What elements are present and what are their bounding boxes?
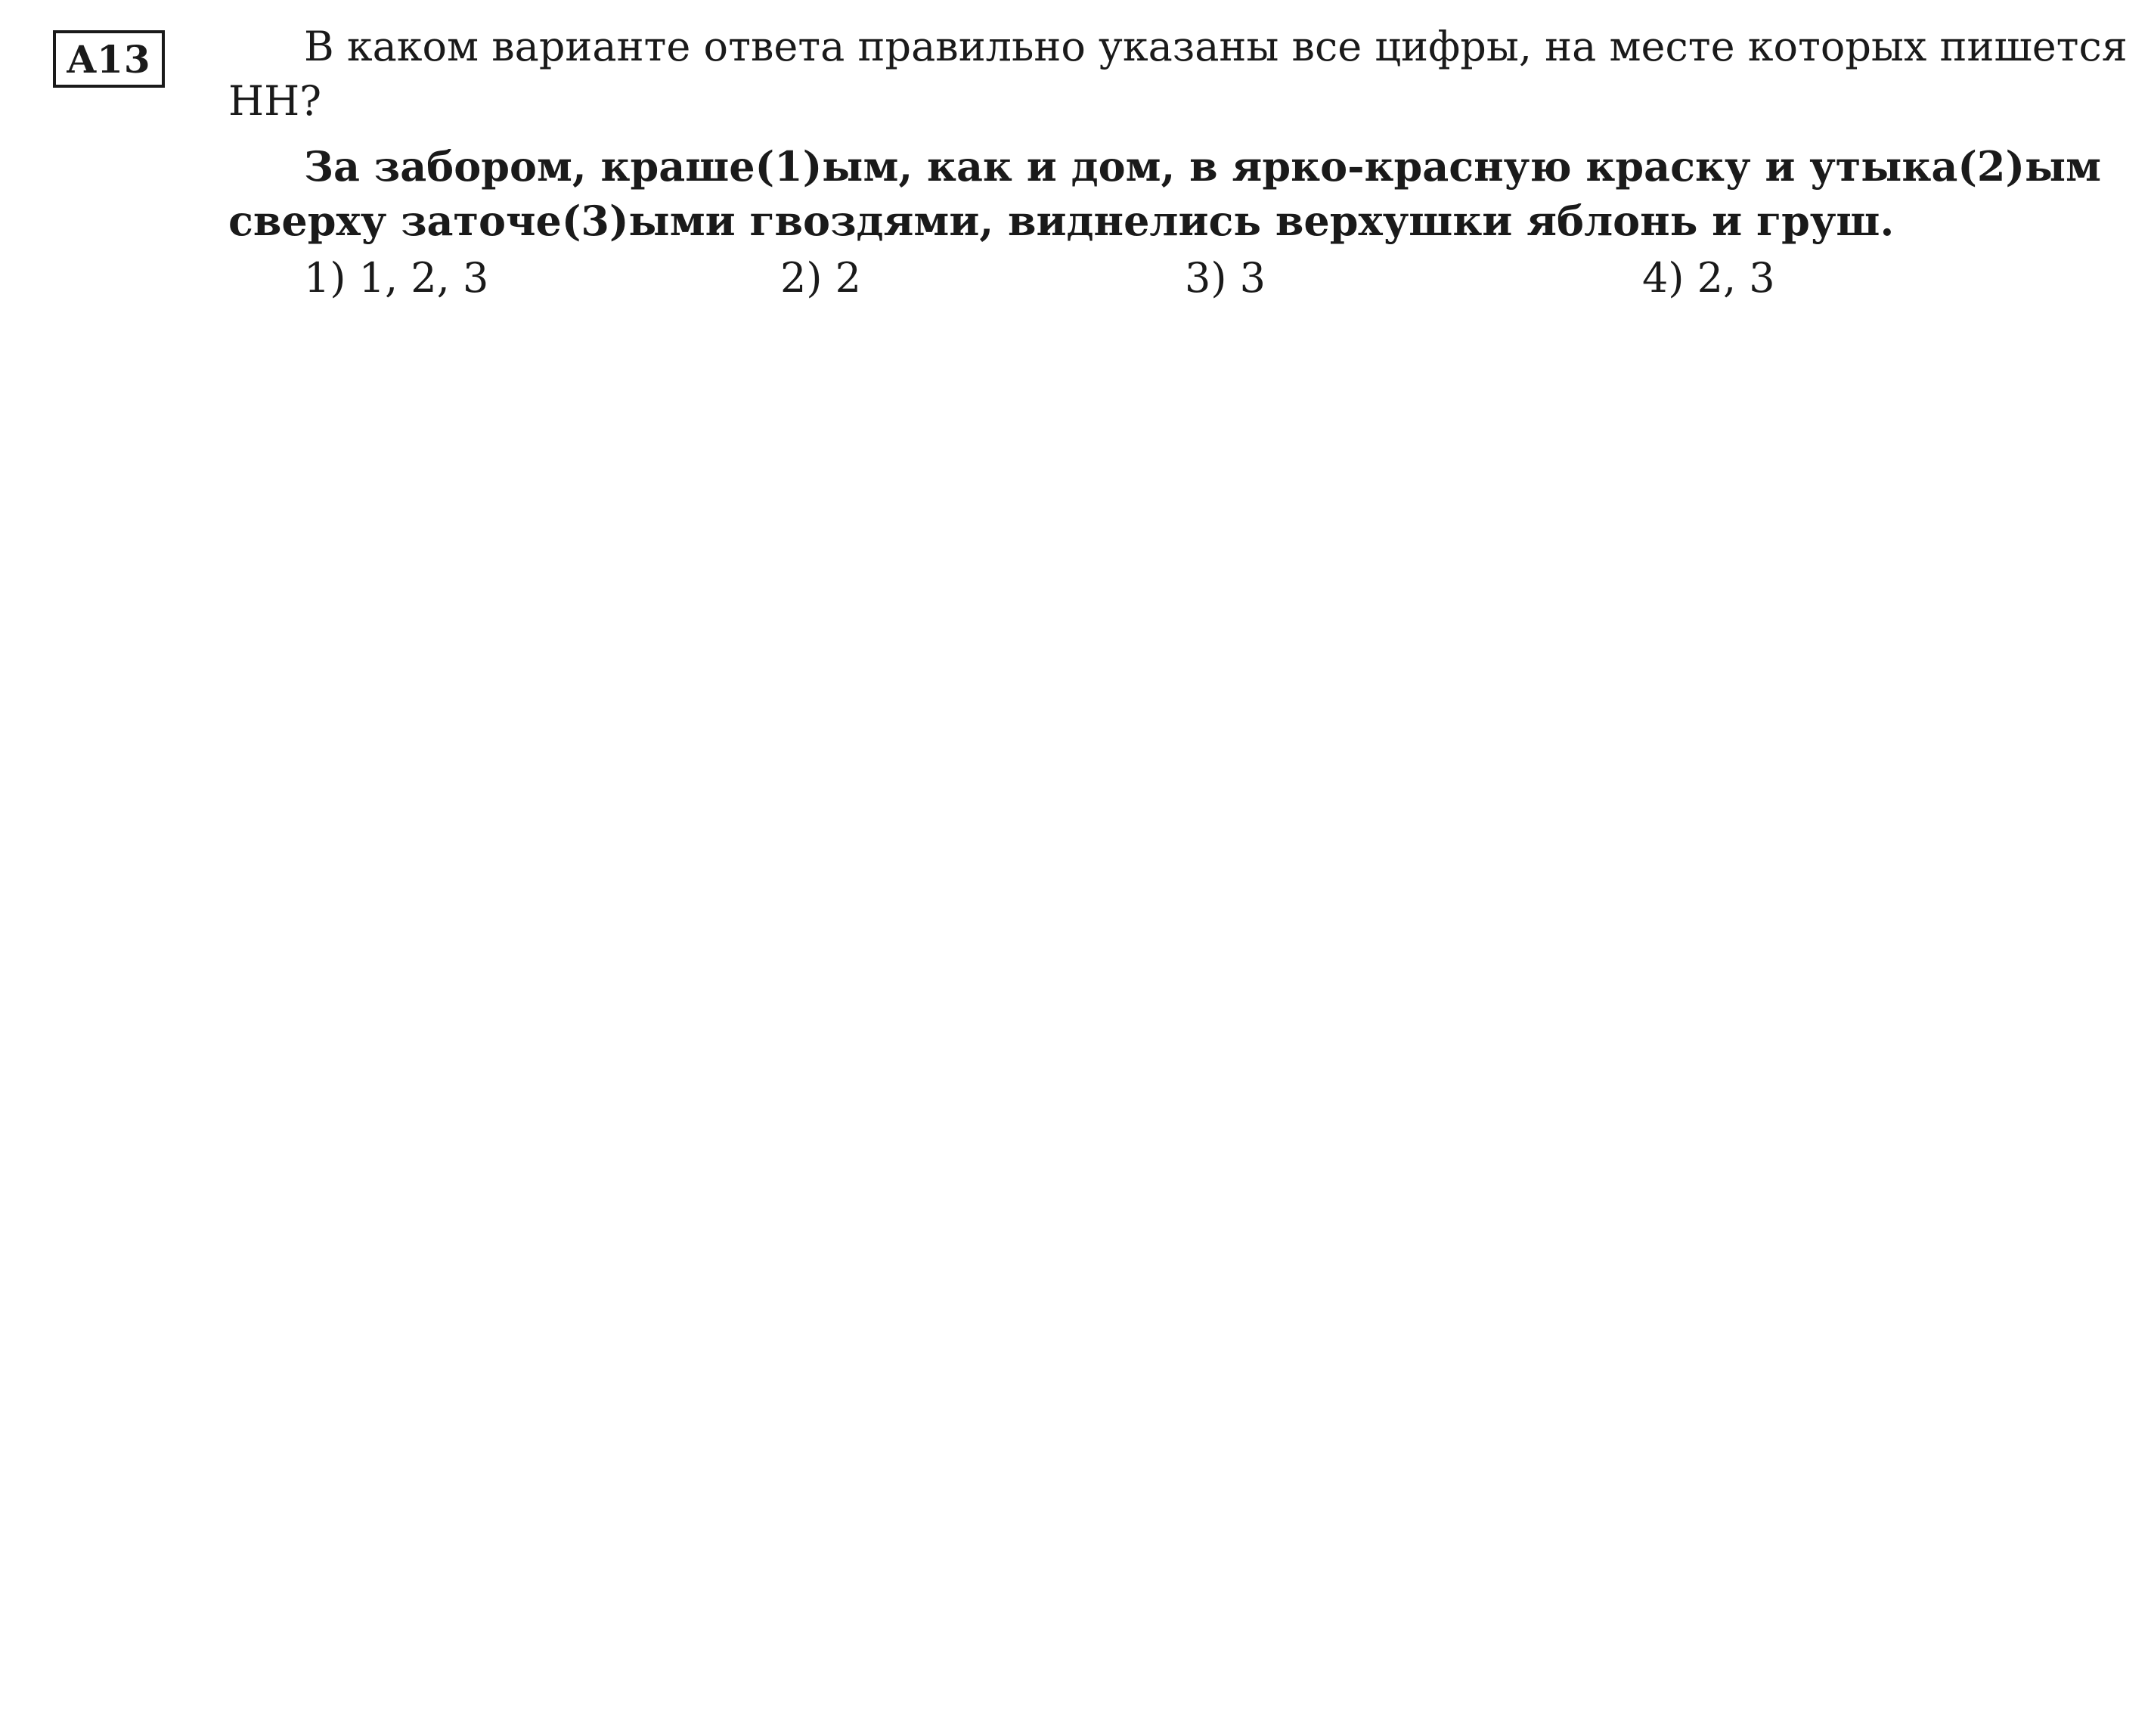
task-body	[228, 20, 2137, 305]
task-sentence: За забором, краше(1)ым, как и дом, в ярко-красную краску и утыка(2)ым сверху заточе(3)ыми гвоздями, виднелись верхушки яблонь и груш.	[228, 142, 2102, 245]
answer-option-4[interactable]: 4) 2, 3	[1642, 254, 1775, 302]
answer-options	[228, 251, 2137, 305]
answer-option-1[interactable]: 1) 1, 2, 3	[304, 254, 489, 302]
answer-option-2[interactable]: 2) 2	[780, 254, 861, 302]
task-number-badge: A13	[53, 30, 165, 88]
question-text: В каком варианте ответа правильно указаны все цифры, на месте которых пишется НН?	[228, 23, 2128, 125]
answer-option-3[interactable]: 3) 3	[1185, 254, 1266, 302]
